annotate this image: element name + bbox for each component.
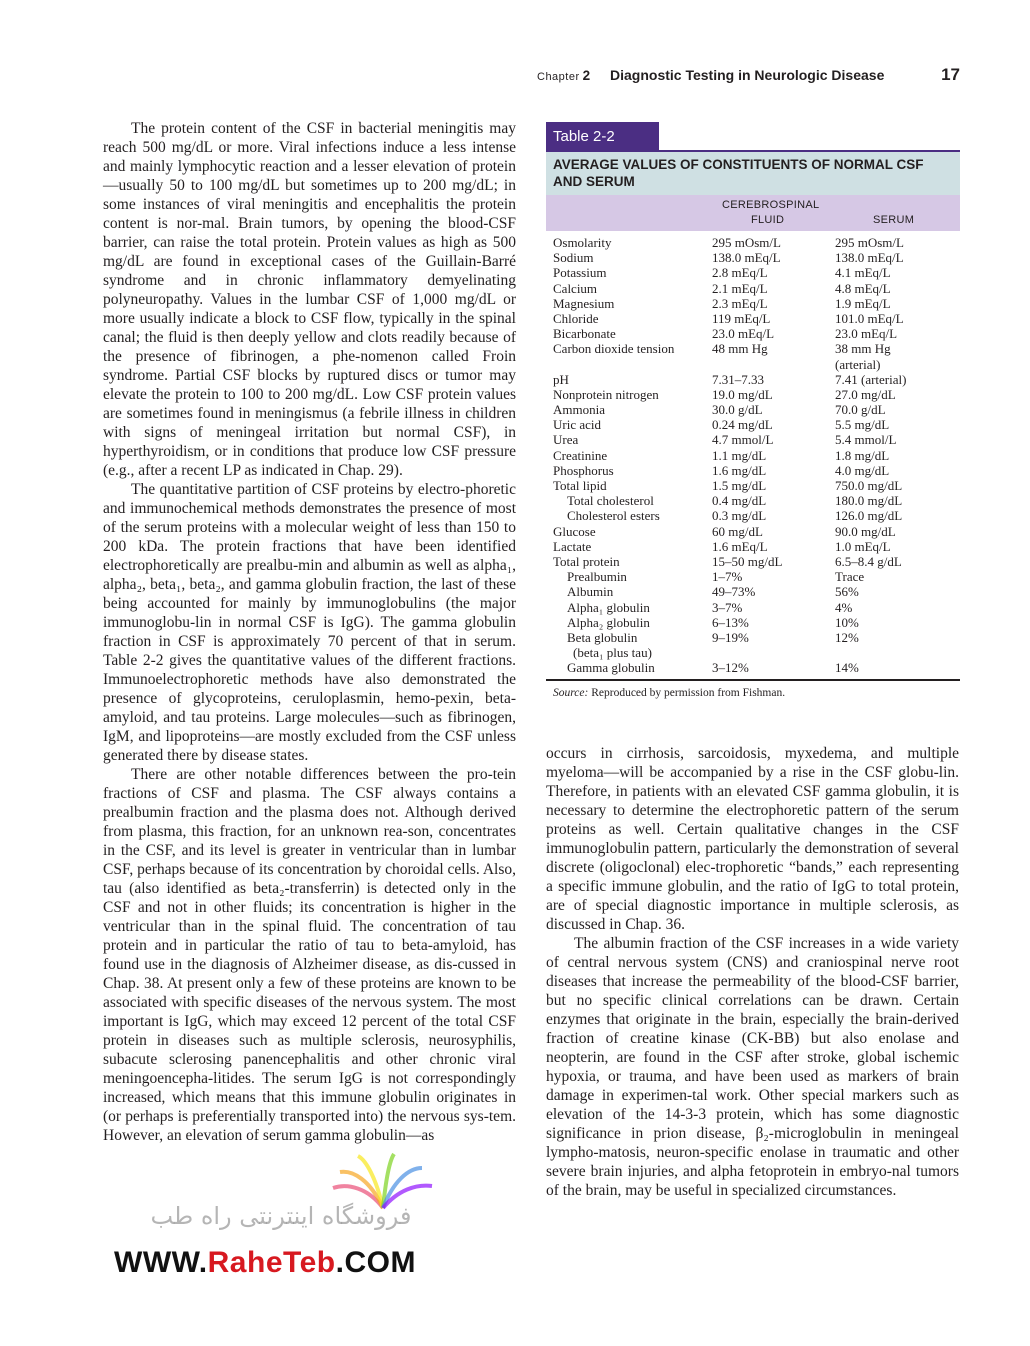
cell-csf-value: 3–12% [712,660,749,676]
table-row [546,417,960,432]
table-row [546,630,960,645]
cell-csf-value: 9–19% [712,629,749,645]
table-row [546,584,960,599]
cell-csf-value: 19.0 mg/dL [712,386,773,402]
cell-csf-value: 49–73% [712,584,756,600]
cell-serum-value: 38 mm Hg [835,341,891,357]
cell-csf-value: 3–7% [712,599,743,615]
cell-serum-value: 4.0 mg/dL [835,462,890,478]
table-2-2 [546,122,960,699]
cell-serum-value: 295 mOsm/L [835,235,904,250]
table-row [546,402,960,417]
watermark-persian-text: فروشگاه اینترنتی راه طب [150,1202,412,1230]
table-row [546,478,960,493]
cell-serum-value: 12% [835,629,859,645]
chapter-title: Diagnostic Testing in Neurologic Disease [610,67,885,83]
cell-csf-value: 2.1 mEq/L [712,280,768,296]
paragraph: occurs in cirrhosis, sarcoidosis, myxedema, and multiple myeloma—will be accompanied by a rise in the CSF globu-lin. Therefore, in patients with an elevated CSF gamma globulin, it is necessary to determine the electrophoretic pattern of the serum proteins as well. Certain qualitative changes in the CSF immunoglobulin pattern, particularly the demonstration of several discrete (oligoclonal) elec-trophoretic “bands,” each representing a specific immune globulin, and the ratio of IgG to total protein, are of special diagnostic importance in multiple sclerosis, as discussed in Chap. 36. [546,745,959,933]
header-cerebrospinal: CEREBROSPINAL [722,199,820,211]
cell-constituent: Uric acid [553,417,602,433]
watermark [110,1148,540,1288]
cell-constituent: Bicarbonate [553,326,616,342]
table-row [546,600,960,615]
table-row [546,615,960,630]
cell-serum-value: 56% [835,584,859,600]
cell-constituent: Alpha₁ globulin [567,599,650,615]
cell-csf-value: 1.6 mEq/L [712,538,768,554]
cell-constituent: Glucose [553,523,596,539]
cell-constituent: Beta globulin [567,629,638,645]
table-row [546,326,960,341]
cell-serum-value: 10% [835,614,859,630]
table-row [546,281,960,296]
cell-serum-value: 5.4 mmol/L [835,432,897,448]
chapter-label: Chapter 2 [537,68,591,83]
cell-serum-value: 27.0 mg/dL [835,386,896,402]
cell-serum-value: 4% [835,599,853,615]
table-row [546,432,960,447]
table-header [546,195,960,231]
header-serum: SERUM [873,214,915,226]
table-row [546,554,960,569]
cell-serum-value: 4.8 mEq/L [835,280,891,296]
cell-serum-value: 1.8 mg/dL [835,447,890,463]
table-row [546,524,960,539]
cell-serum-value: 138.0 mEq/L [835,250,904,266]
table-row [546,463,960,478]
source-label: Source: [553,687,589,700]
left-column [103,119,516,1145]
cell-constituent: Alpha₂ globulin [567,614,650,630]
cell-csf-value: 0.24 mg/dL [712,417,773,433]
cell-constituent: Potassium [553,265,607,281]
table-row [546,448,960,463]
running-head [520,64,960,86]
right-column [546,744,959,1200]
table-source [553,687,960,699]
cell-constituent: Sodium [553,250,594,266]
table-row [546,357,960,372]
cell-serum-value: 6.5–8.4 g/dL [835,553,902,569]
page-number: 17 [941,65,960,84]
cell-csf-value: 1.5 mg/dL [712,478,767,493]
table-body [546,231,960,681]
cell-serum-value: 126.0 mg/dL [835,508,903,524]
cell-constituent: Ammonia [553,402,605,418]
cell-serum-value: Trace [835,569,865,585]
paragraph: There are other notable differences between the pro-tein fractions of CSF and plasma. The CSF always contains a prealbumin fraction and the plasma does not. Although derived from plasma, this fraction, for an unknown rea-son, concentrates in the CSF, and its level is greater in ventricular than in lumbar CSF, perhaps because of its concentration by choroidal cells. Also, tau (also identified as beta₂-transferrin) is detected only in the CSF and not in other fluids; its concentration is higher in the ventricular than in the spinal fluid. The concentration of tau protein and in particular the ratio of tau to beta-amyloid, has found use in the diagnosis of Alzheimer disease, as dis-cussed in Chap. 38. At present only a few of these proteins are known to be associated with specific diseases of the nervous system. The most important is IgG, which may exceed 12 percent of the total CSF protein in diseases such as multiple sclerosis, neurosyphilis, subacute sclerosing panencephalitis and other chronic viral meningoencepha-litides. The serum IgG is not correspondingly increased, which means that this immune globulin originates in (or perhaps is preferentially transported into) the nervous sys-tem. However, an elevation of serum gamma globulin—as [103,766,516,1144]
table-row [546,539,960,554]
cell-constituent: Lactate [553,538,592,554]
cell-serum-value: 90.0 mg/dL [835,523,896,539]
cell-serum-value: 101.0 mEq/L [835,310,904,326]
cell-constituent: Chloride [553,310,599,326]
cell-serum-value: (arterial) [835,356,881,372]
cell-constituent: Total protein [553,553,620,569]
table-row [546,372,960,387]
table-title: AVERAGE VALUES OF CONSTITUENTS OF NORMAL CSF AND SERUM [546,150,960,195]
cell-csf-value: 1.1 mg/dL [712,447,767,463]
cell-csf-value: 48 mm Hg [712,341,768,357]
table-row [546,493,960,508]
cell-csf-value: 2.8 mEq/L [712,265,768,281]
table-row [546,296,960,311]
cell-constituent: Creatinine [553,447,608,463]
table-row [546,387,960,402]
cell-serum-value: 7.41 (arterial) [835,371,907,387]
cell-constituent: Phosphorus [553,462,614,478]
cell-csf-value: 0.3 mg/dL [712,508,767,524]
cell-serum-value: 750.0 mg/dL [835,478,903,493]
cell-csf-value: 1–7% [712,569,743,585]
cell-constituent: Total cholesterol [567,493,654,509]
cell-csf-value: 60 mg/dL [712,523,763,539]
cell-serum-value: 23.0 mEq/L [835,326,898,342]
cell-serum-value: 1.0 mEq/L [835,538,891,554]
cell-csf-value: 15–50 mg/dL [712,553,783,569]
cell-constituent: (beta₁ plus tau) [573,645,652,661]
cell-constituent: Prealbumin [567,569,627,585]
paragraph: The quantitative partition of CSF proteins by electro-phoretic and immunochemical methods demonstrates the presence of most of the serum proteins with a molecular weight of less than 150 to 200 kDa. The protein fractions that have been identified electrophoretically are prealbu-min and albumin as well as alpha₁, alpha₂, beta₁, beta₂, and gamma globulin fraction, the last of these being accounted for mainly by immunoglobulins (the major immunoglobu-lin in normal CSF is IgG). The gamma globulin fraction in CSF is approximately 70 percent of that in serum. Table 2-2 gives the quantitative values of the different fractions. Immunoelectrophoretic methods have also demonstrated the presence of glycoproteins, ceruloplasmin, hemo-pexin, beta-amyloid, and tau proteins. Large molecules—such as fibrinogen, IgM, and lipoproteins—are mostly excluded from the CSF unless generated there by disease states. [103,481,516,764]
table-row [546,235,960,250]
cell-csf-value: 295 mOsm/L [712,235,781,250]
cell-csf-value: 1.6 mg/dL [712,462,767,478]
table-row [546,569,960,584]
table-row [546,311,960,326]
cell-serum-value: 14% [835,660,859,676]
table-row [546,645,960,660]
table-row [546,250,960,265]
source-text: Reproduced by permission from Fishman. [591,687,786,700]
cell-constituent: Osmolarity [553,235,612,250]
cell-serum-value: 180.0 mg/dL [835,493,903,509]
cell-csf-value: 4.7 mmol/L [712,432,774,448]
table-label: Table 2-2 [546,122,659,150]
table-row [546,660,960,675]
cell-constituent: Gamma globulin [567,660,655,676]
paragraph: The albumin fraction of the CSF increases in a wide variety of central nervous system (CNS) and craniospinal nerve root diseases that increase the permeability of the blood-CSF barrier, but no specific clinical correlations can be drawn. Certain enzymes that originate in the brain, especially the brain-derived fraction of creatine kinase (CK-BB) but also enolase and neopterin, are found in the CSF after stroke, global ischemic hypoxia, or trauma, and have been used as markers of brain damage in experimen-tal work. Other special markers such as elevation of the 14-3-3 protein, which has some diagnostic significance in prion disease, β₂-microglobulin in meningeal lympho-matosis, neuron-specific enolase in traumatic and other severe brain injuries, and alpha fetoprotein in embryo-nal tumors of the brain, may be useful in specialized circumstances. [546,935,959,1199]
table-row [546,341,960,356]
cell-serum-value: 4.1 mEq/L [835,265,891,281]
cell-csf-value: 0.4 mg/dL [712,493,767,509]
cell-csf-value: 138.0 mEq/L [712,250,781,266]
cell-constituent: Total lipid [553,478,607,493]
cell-serum-value: 70.0 g/dL [835,402,886,418]
cell-constituent: pH [553,371,569,387]
table-row [546,508,960,523]
cell-csf-value: 7.31–7.33 [712,371,764,387]
cell-constituent: Albumin [567,584,614,600]
cell-serum-value: 5.5 mg/dL [835,417,890,433]
cell-csf-value: 23.0 mEq/L [712,326,775,342]
cell-constituent: Carbon dioxide tension [553,341,675,357]
table-row [546,265,960,280]
cell-constituent: Urea [553,432,579,448]
cell-constituent: Cholesterol esters [567,508,660,524]
cell-csf-value: 30.0 g/dL [712,402,763,418]
chapter-number: 2 [582,68,591,83]
cell-constituent: Calcium [553,280,598,296]
watermark-url: WWW.RaheTeb.COM [114,1246,416,1279]
cell-csf-value: 119 mEq/L [712,310,771,326]
cell-serum-value: 1.9 mEq/L [835,295,891,311]
cell-constituent: Nonprotein nitrogen [553,386,659,402]
header-fluid: FLUID [751,214,785,226]
cell-csf-value: 2.3 mEq/L [712,295,768,311]
cell-constituent: Magnesium [553,295,615,311]
cell-csf-value: 6–13% [712,614,749,630]
paragraph: The protein content of the CSF in bacterial meningitis may reach 500 mg/dL or more. Viral infections induce a less intense and mainly lymphocytic reaction and a lesser elevation of protein—usually 50 to 100 mg/dL but sometimes up to 200 mg/dL; in some instances of viral meningitis and encephalitis the protein content is nor-mal. Brain tumors, by opening the blood-CSF barrier, can raise the total protein. Protein values as high as 500 mg/dL are found in exceptional cases of the Guillain-Barré syndrome and in chronic inflammatory demyelinating polyneuropathy. Values in the lumbar CSF of 1,000 mg/dL or more usually indicate a block to CSF flow, typically in the spinal canal; the fluid is then deeply yellow and clots readily because of the presence of fibrinogen, a phe-nomenon called Froin syndrome. Partial CSF blocks by ruptured discs or tumor may elevate the protein to 100 to 200 mg/dL. Low CSF protein values are sometimes found in meningismus (a febrile illness in children with signs of meningeal irritation but normal CSF), in hyperthyroidism, or in conditions that produce low CSF pressure (e.g., after a recent LP as indicated in Chap. 29). [103,120,516,479]
